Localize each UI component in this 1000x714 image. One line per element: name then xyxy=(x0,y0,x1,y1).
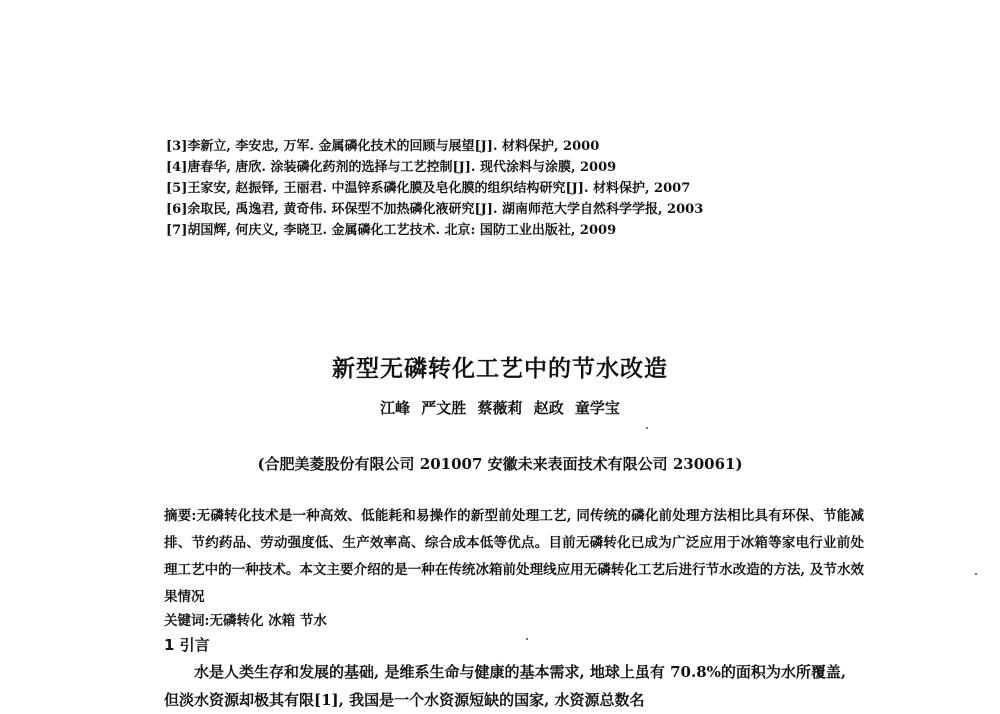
reference-item: [4]唐春华, 唐欣. 涂装磷化药剂的选择与工艺控制[J]. 现代涂料与涂膜, 2009 xyxy=(166,160,617,175)
reference-item: [3]李新立, 李安忠, 万军. 金属磷化技术的回顾与展望[J]. 材料保护, 2000 xyxy=(166,139,600,154)
keywords-label: 关键词: xyxy=(164,613,210,629)
abstract-text: 无磷转化技术是一种高效、低能耗和易操作的新型前处理工艺, 同传统的磷化前处理方法相比具有环保、节能减排、节约药品、劳动强度低、生产效率高、综合成本低等优点。目前无磷转化已成为广泛应用于冰箱等家电行业前处理工艺中的一种技术。本文主要介绍的是一种在传统冰箱前处理线应用无磷转化工艺后进行节水改造的方法, 及节水效果情况 xyxy=(164,508,864,605)
article-affiliation: (合肥美菱股份有限公司 201007 安徽未来表面技术有限公司 230061) xyxy=(257,455,743,473)
body-paragraph: 水是人类生存和发展的基础, 是维系生命与健康的基本需求, 地球上虽有 70.8%的面积为水所覆盖, 但淡水资源却极其有限[1], 我国是一个水资源短缺的国家, 水资源总数名 xyxy=(164,663,847,709)
scan-speck xyxy=(975,573,977,575)
article-title: 新型无磷转化工艺中的节水改造 xyxy=(332,356,668,382)
keywords xyxy=(164,609,327,629)
abstract xyxy=(164,503,864,611)
reference-list xyxy=(166,136,886,241)
scan-speck xyxy=(526,638,528,640)
abstract-label: 摘要: xyxy=(164,508,197,524)
reference-item: [7]胡国辉, 何庆义, 李晓卫. 金属磷化工艺技术. 北京: 国防工业出版社, 2009 xyxy=(166,223,617,238)
scan-speck xyxy=(646,427,648,429)
reference-item: [6]余取民, 禹逸君, 黄奇伟. 环保型不加热磷化液研究[J]. 湖南师范大学自然科学学报, 2003 xyxy=(166,202,704,217)
article-authors: 江峰 严文胜 蔡薇莉 赵政 童学宝 xyxy=(380,399,620,417)
reference-item: [5]王家安, 赵振铎, 王丽君. 中温锌系磷化膜及皂化膜的组织结构研究[J]. 材料保护, 2007 xyxy=(166,181,691,196)
section-heading: 1 引言 xyxy=(164,636,210,654)
keywords-text: 无磷转化 冰箱 节水 xyxy=(209,613,327,629)
